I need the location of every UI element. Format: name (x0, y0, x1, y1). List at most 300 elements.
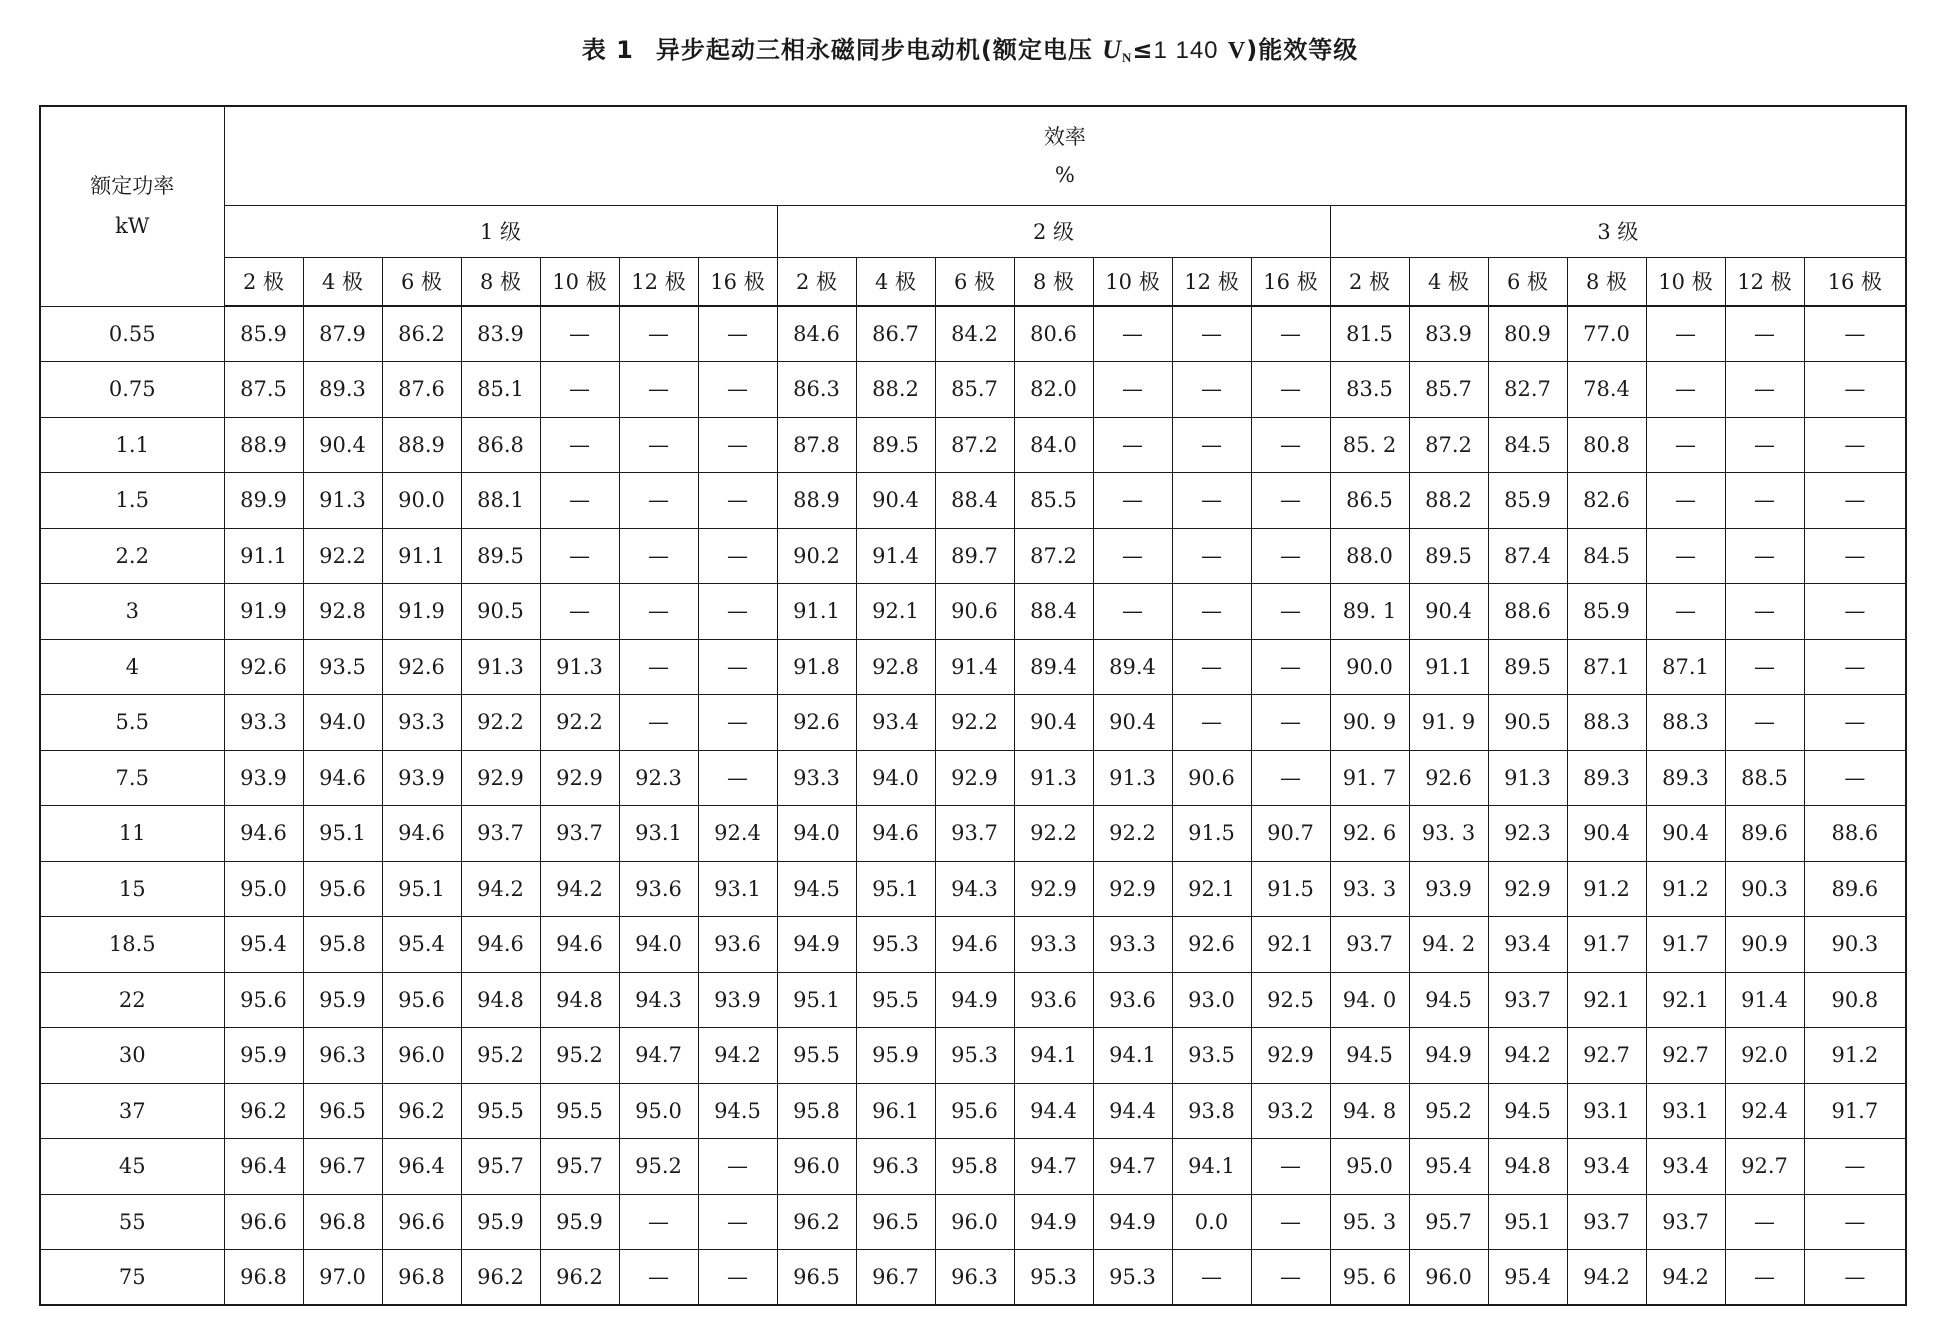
title-main: 异步起动三相永磁同步电动机(额定电压 (655, 36, 1103, 64)
efficiency-cell: 90.4 (856, 473, 935, 529)
efficiency-cell: 89.5 (1409, 528, 1488, 584)
efficiency-cell: 94.7 (619, 1028, 698, 1084)
rated-power-header (40, 106, 224, 306)
efficiency-cell: — (1804, 362, 1906, 418)
efficiency-cell: — (540, 362, 619, 418)
efficiency-cell: 91.1 (224, 528, 303, 584)
efficiency-cell: 93.3 (382, 695, 461, 751)
efficiency-cell: 88.4 (1014, 584, 1093, 640)
pole-header: 6 极 (1488, 257, 1567, 306)
efficiency-cell: 90.6 (935, 584, 1014, 640)
efficiency-cell: 89.7 (935, 528, 1014, 584)
pole-header: 2 极 (224, 257, 303, 306)
efficiency-cell: — (1251, 639, 1330, 695)
efficiency-cell: — (698, 584, 777, 640)
rated-power-cell: 7.5 (40, 750, 224, 806)
efficiency-cell: 96.5 (303, 1083, 382, 1139)
efficiency-cell: — (698, 750, 777, 806)
efficiency-cell: 91.3 (1488, 750, 1567, 806)
efficiency-cell: 92.4 (698, 806, 777, 862)
efficiency-cell: 95.9 (540, 1194, 619, 1250)
efficiency-cell: 93.5 (303, 639, 382, 695)
efficiency-cell: 96.3 (303, 1028, 382, 1084)
efficiency-cell: 91.2 (1646, 861, 1725, 917)
efficiency-cell: 94.6 (540, 917, 619, 973)
efficiency-cell: 94.5 (1330, 1028, 1409, 1084)
efficiency-cell: 88.4 (935, 473, 1014, 529)
efficiency-cell: 92.2 (1093, 806, 1172, 862)
efficiency-cell: 93.1 (698, 861, 777, 917)
efficiency-cell: 92.9 (1251, 1028, 1330, 1084)
efficiency-cell: 92.1 (1567, 972, 1646, 1028)
grade-header: 2 级 (777, 205, 1330, 257)
efficiency-cell: 94.6 (856, 806, 935, 862)
efficiency-cell: 91.3 (461, 639, 540, 695)
efficiency-cell: 90.9 (1725, 917, 1804, 973)
efficiency-cell: 94. 2 (1409, 917, 1488, 973)
efficiency-cell: 94.2 (1567, 1250, 1646, 1306)
rated-power-cell: 18.5 (40, 917, 224, 973)
efficiency-cell: — (1646, 473, 1725, 529)
pole-header: 6 极 (382, 257, 461, 306)
table-row (40, 861, 1906, 917)
efficiency-cell: 91.1 (1409, 639, 1488, 695)
efficiency-cell: 96.0 (382, 1028, 461, 1084)
efficiency-cell: 93.3 (777, 750, 856, 806)
table-row (40, 584, 1906, 640)
efficiency-cell: 96.4 (224, 1139, 303, 1195)
efficiency-cell: 92.2 (935, 695, 1014, 751)
efficiency-cell: 94.0 (856, 750, 935, 806)
efficiency-cell: — (1725, 306, 1804, 362)
efficiency-cell: 95.6 (382, 972, 461, 1028)
efficiency-cell: 95.4 (224, 917, 303, 973)
efficiency-cell: 95.3 (935, 1028, 1014, 1084)
efficiency-cell: 84.5 (1567, 528, 1646, 584)
efficiency-cell: 95.7 (540, 1139, 619, 1195)
efficiency-cell: — (698, 306, 777, 362)
efficiency-cell: 93.9 (1409, 861, 1488, 917)
efficiency-cell: — (540, 584, 619, 640)
efficiency-cell: — (1172, 1250, 1251, 1306)
efficiency-cell: 95.8 (777, 1083, 856, 1139)
efficiency-cell: — (1172, 306, 1251, 362)
efficiency-cell: 91.1 (777, 584, 856, 640)
title-suffix: )能效等级 (1246, 36, 1359, 64)
efficiency-cell: 89.3 (303, 362, 382, 418)
efficiency-cell: 96.5 (856, 1194, 935, 1250)
efficiency-cell: 95.0 (1330, 1139, 1409, 1195)
efficiency-cell: 91.9 (382, 584, 461, 640)
efficiency-cell: 93.1 (1567, 1083, 1646, 1139)
efficiency-cell: 95.9 (461, 1194, 540, 1250)
efficiency-cell: 92.2 (303, 528, 382, 584)
efficiency-cell: 92.1 (1646, 972, 1725, 1028)
efficiency-cell: 97.0 (303, 1250, 382, 1306)
efficiency-cell: — (1725, 584, 1804, 640)
efficiency-cell: 88.2 (856, 362, 935, 418)
efficiency-cell: 92.3 (1488, 806, 1567, 862)
efficiency-cell: 95.3 (856, 917, 935, 973)
efficiency-cell: — (698, 1250, 777, 1306)
efficiency-cell: 84.6 (777, 306, 856, 362)
efficiency-cell: 90.4 (1093, 695, 1172, 751)
rated-power-cell: 15 (40, 861, 224, 917)
efficiency-cell: 92.6 (1409, 750, 1488, 806)
efficiency-cell: — (619, 473, 698, 529)
efficiency-cell: — (1804, 306, 1906, 362)
efficiency-cell: 87.1 (1567, 639, 1646, 695)
pole-header: 12 极 (1172, 257, 1251, 306)
efficiency-cell: 91.9 (224, 584, 303, 640)
voltage-value: 1 140 (1153, 37, 1219, 64)
efficiency-cell: 94.6 (935, 917, 1014, 973)
efficiency-cell: — (1251, 584, 1330, 640)
efficiency-cell: 94.4 (1093, 1083, 1172, 1139)
efficiency-cell: 82.7 (1488, 362, 1567, 418)
efficiency-cell: 95.1 (303, 806, 382, 862)
pole-header: 8 极 (1014, 257, 1093, 306)
efficiency-cell: 87.2 (1014, 528, 1093, 584)
grade-header-row (40, 205, 1906, 257)
efficiency-cell: — (1804, 750, 1906, 806)
efficiency-label: 效率 (1043, 124, 1086, 149)
efficiency-cell: — (1646, 306, 1725, 362)
efficiency-cell: 90.4 (1646, 806, 1725, 862)
efficiency-cell: 93.7 (1567, 1194, 1646, 1250)
efficiency-cell: 94.5 (777, 861, 856, 917)
efficiency-cell: — (1172, 695, 1251, 751)
efficiency-cell: 92.2 (461, 695, 540, 751)
efficiency-cell: 89.6 (1804, 861, 1906, 917)
efficiency-cell: — (619, 362, 698, 418)
efficiency-cell: 93.1 (1646, 1083, 1725, 1139)
efficiency-cell: 94.8 (461, 972, 540, 1028)
efficiency-cell: 94. 8 (1330, 1083, 1409, 1139)
efficiency-cell: 93.4 (1488, 917, 1567, 973)
efficiency-cell: 93.9 (698, 972, 777, 1028)
efficiency-cell: 94.6 (224, 806, 303, 862)
efficiency-cell: 92.9 (461, 750, 540, 806)
efficiency-cell: 90.3 (1725, 861, 1804, 917)
efficiency-cell: 95.1 (777, 972, 856, 1028)
efficiency-cell: — (698, 528, 777, 584)
efficiency-cell: 93.4 (1567, 1139, 1646, 1195)
efficiency-cell: 94.9 (777, 917, 856, 973)
efficiency-cell: 90.4 (303, 417, 382, 473)
efficiency-cell: 94.7 (1093, 1139, 1172, 1195)
efficiency-cell: — (619, 639, 698, 695)
efficiency-cell: 86.7 (856, 306, 935, 362)
grade-header: 1 级 (224, 205, 777, 257)
efficiency-cell: 85.9 (1488, 473, 1567, 529)
efficiency-cell: 94.6 (382, 806, 461, 862)
efficiency-cell: 92.6 (1172, 917, 1251, 973)
efficiency-cell: — (540, 417, 619, 473)
rated-power-cell: 0.55 (40, 306, 224, 362)
table-row (40, 695, 1906, 751)
efficiency-cell: 81.5 (1330, 306, 1409, 362)
efficiency-cell: 91.7 (1804, 1083, 1906, 1139)
efficiency-cell: — (698, 473, 777, 529)
table-row (40, 639, 1906, 695)
efficiency-cell: 93.7 (1330, 917, 1409, 973)
efficiency-cell: 91.7 (1646, 917, 1725, 973)
efficiency-cell: 89.4 (1093, 639, 1172, 695)
efficiency-cell: 95.6 (224, 972, 303, 1028)
efficiency-cell: 90.2 (777, 528, 856, 584)
efficiency-cell: 94.3 (619, 972, 698, 1028)
efficiency-cell: — (1172, 584, 1251, 640)
efficiency-cell: 87.1 (1646, 639, 1725, 695)
efficiency-cell: 95. 3 (1330, 1194, 1409, 1250)
efficiency-cell: 91.2 (1567, 861, 1646, 917)
pole-header: 4 极 (856, 257, 935, 306)
efficiency-cell: 88.9 (382, 417, 461, 473)
efficiency-cell: — (1251, 1250, 1330, 1306)
efficiency-cell: 96.7 (856, 1250, 935, 1306)
efficiency-cell: 90.6 (1172, 750, 1251, 806)
efficiency-cell: — (1093, 473, 1172, 529)
efficiency-cell: 88.3 (1567, 695, 1646, 751)
efficiency-cell: 83.5 (1330, 362, 1409, 418)
efficiency-cell: 92.9 (1093, 861, 1172, 917)
efficiency-cell: 85.9 (224, 306, 303, 362)
efficiency-cell: 91. 9 (1409, 695, 1488, 751)
efficiency-cell: 83.9 (1409, 306, 1488, 362)
efficiency-cell: 93.3 (1014, 917, 1093, 973)
efficiency-cell: 78.4 (1567, 362, 1646, 418)
grade-header: 3 级 (1330, 205, 1906, 257)
efficiency-cell: 93.4 (856, 695, 935, 751)
efficiency-cell: 94.6 (303, 750, 382, 806)
efficiency-cell: 90.4 (1567, 806, 1646, 862)
efficiency-cell: 94.2 (461, 861, 540, 917)
efficiency-cell: — (1725, 528, 1804, 584)
efficiency-cell: 88.6 (1804, 806, 1906, 862)
efficiency-cell: 95.2 (1409, 1083, 1488, 1139)
efficiency-cell: 92.9 (935, 750, 1014, 806)
table-row (40, 528, 1906, 584)
efficiency-cell: 93.6 (1093, 972, 1172, 1028)
efficiency-cell: 92.7 (1567, 1028, 1646, 1084)
pole-header: 4 极 (1409, 257, 1488, 306)
efficiency-cell: — (1093, 584, 1172, 640)
efficiency-cell: 95.0 (619, 1083, 698, 1139)
efficiency-cell: 82.0 (1014, 362, 1093, 418)
rated-power-label: 额定功率 (90, 174, 175, 199)
efficiency-cell: 90.5 (1488, 695, 1567, 751)
efficiency-cell: — (1804, 473, 1906, 529)
efficiency-cell: 93.3 (1093, 917, 1172, 973)
efficiency-cell: 95.8 (935, 1139, 1014, 1195)
efficiency-cell: 87.6 (382, 362, 461, 418)
efficiency-cell: 89.5 (856, 417, 935, 473)
efficiency-cell: — (698, 362, 777, 418)
efficiency-cell: 94.9 (1014, 1194, 1093, 1250)
efficiency-cell: 96.8 (303, 1194, 382, 1250)
efficiency-cell: 85.1 (461, 362, 540, 418)
efficiency-header (224, 106, 1906, 205)
efficiency-cell: 93.5 (1172, 1028, 1251, 1084)
efficiency-cell: 92.1 (1251, 917, 1330, 973)
efficiency-cell: 92. 6 (1330, 806, 1409, 862)
efficiency-cell: — (1251, 695, 1330, 751)
efficiency-cell: 96.0 (1409, 1250, 1488, 1306)
efficiency-cell: — (1725, 417, 1804, 473)
efficiency-cell: 84.0 (1014, 417, 1093, 473)
efficiency-cell: 95.6 (303, 861, 382, 917)
efficiency-cell: — (1251, 750, 1330, 806)
efficiency-cell: 95. 6 (1330, 1250, 1409, 1306)
efficiency-cell: 95.3 (1093, 1250, 1172, 1306)
efficiency-cell: — (1646, 362, 1725, 418)
pole-header: 2 极 (777, 257, 856, 306)
efficiency-cell: 94.5 (698, 1083, 777, 1139)
efficiency-cell: 87.2 (935, 417, 1014, 473)
efficiency-cell: — (1251, 1139, 1330, 1195)
efficiency-cell: — (540, 473, 619, 529)
table-row (40, 1028, 1906, 1084)
pole-header: 10 极 (540, 257, 619, 306)
efficiency-cell: 94.7 (1014, 1139, 1093, 1195)
efficiency-cell: 86.5 (1330, 473, 1409, 529)
efficiency-cell: 95.5 (777, 1028, 856, 1084)
efficiency-cell: 91.1 (382, 528, 461, 584)
efficiency-cell: — (1172, 639, 1251, 695)
efficiency-cell: 90.8 (1804, 972, 1906, 1028)
efficiency-cell: 77.0 (1567, 306, 1646, 362)
efficiency-cell: 94.4 (1014, 1083, 1093, 1139)
efficiency-cell: — (698, 1139, 777, 1195)
efficiency-cell: 93.7 (1646, 1194, 1725, 1250)
table-row (40, 362, 1906, 418)
efficiency-cell: 93.2 (1251, 1083, 1330, 1139)
efficiency-cell: — (1251, 528, 1330, 584)
efficiency-cell: — (1725, 473, 1804, 529)
efficiency-cell: 80.8 (1567, 417, 1646, 473)
pole-header-row (40, 257, 1906, 306)
efficiency-cell: 91.3 (1093, 750, 1172, 806)
efficiency-cell: — (698, 1194, 777, 1250)
efficiency-cell: 95.4 (382, 917, 461, 973)
efficiency-cell: — (619, 306, 698, 362)
efficiency-cell: 96.8 (382, 1250, 461, 1306)
table-row (40, 1250, 1906, 1306)
efficiency-cell: 96.0 (777, 1139, 856, 1195)
pole-header: 16 极 (698, 257, 777, 306)
efficiency-cell: — (1725, 695, 1804, 751)
efficiency-cell: 95.1 (1488, 1194, 1567, 1250)
efficiency-cell: 92.0 (1725, 1028, 1804, 1084)
efficiency-cell: — (1646, 584, 1725, 640)
efficiency-cell: 95.5 (856, 972, 935, 1028)
table-row (40, 972, 1906, 1028)
table-row (40, 1139, 1906, 1195)
efficiency-cell: 94. 0 (1330, 972, 1409, 1028)
efficiency-cell: 88.1 (461, 473, 540, 529)
efficiency-cell: 91.7 (1567, 917, 1646, 973)
efficiency-cell: 93.9 (224, 750, 303, 806)
efficiency-cell: 93.7 (540, 806, 619, 862)
efficiency-cell: — (540, 306, 619, 362)
pole-header: 16 极 (1804, 257, 1906, 306)
efficiency-cell: — (1251, 306, 1330, 362)
efficiency-cell: 96.8 (224, 1250, 303, 1306)
efficiency-cell: 91.3 (1014, 750, 1093, 806)
efficiency-cell: 88.3 (1646, 695, 1725, 751)
efficiency-cell: 87.4 (1488, 528, 1567, 584)
pole-header: 6 极 (935, 257, 1014, 306)
efficiency-cell: — (619, 528, 698, 584)
efficiency-cell: 93.6 (619, 861, 698, 917)
efficiency-cell: 89.4 (1014, 639, 1093, 695)
efficiency-cell: 89. 1 (1330, 584, 1409, 640)
efficiency-cell: 94.2 (1488, 1028, 1567, 1084)
title-prefix: 表 1 (581, 36, 634, 64)
efficiency-cell: 85.9 (1567, 584, 1646, 640)
efficiency-cell: 89.6 (1725, 806, 1804, 862)
le-sign: ≤ (1132, 36, 1154, 64)
efficiency-unit: % (1054, 162, 1075, 187)
efficiency-cell: 91.2 (1804, 1028, 1906, 1084)
efficiency-cell: 94.5 (1488, 1083, 1567, 1139)
efficiency-cell: 93.7 (935, 806, 1014, 862)
efficiency-cell: 93.9 (382, 750, 461, 806)
efficiency-cell: 87.5 (224, 362, 303, 418)
pole-header: 8 极 (1567, 257, 1646, 306)
efficiency-cell: — (1804, 695, 1906, 751)
efficiency-cell: 93. 3 (1409, 806, 1488, 862)
efficiency-cell: — (619, 1250, 698, 1306)
efficiency-cell: 95.4 (1409, 1139, 1488, 1195)
efficiency-cell: 94.3 (935, 861, 1014, 917)
efficiency-cell: — (1172, 528, 1251, 584)
rated-power-cell: 37 (40, 1083, 224, 1139)
efficiency-cell: 93.1 (619, 806, 698, 862)
table-row (40, 1083, 1906, 1139)
rated-power-cell: 11 (40, 806, 224, 862)
efficiency-cell: 95.6 (935, 1083, 1014, 1139)
efficiency-cell: 88.9 (224, 417, 303, 473)
efficiency-cell: 93.3 (224, 695, 303, 751)
efficiency-cell: — (619, 584, 698, 640)
efficiency-cell: 96.2 (540, 1250, 619, 1306)
efficiency-cell: — (1725, 1194, 1804, 1250)
efficiency-cell: 92.7 (1646, 1028, 1725, 1084)
table-row (40, 1194, 1906, 1250)
efficiency-cell: 82.6 (1567, 473, 1646, 529)
efficiency-cell: — (1093, 417, 1172, 473)
efficiency-cell: 94.2 (698, 1028, 777, 1084)
efficiency-cell: 90.0 (382, 473, 461, 529)
pole-header: 8 极 (461, 257, 540, 306)
efficiency-cell: 84.5 (1488, 417, 1567, 473)
efficiency-cell: 88.0 (1330, 528, 1409, 584)
rated-power-unit: kW (115, 214, 150, 239)
efficiency-cell: 95.7 (1409, 1194, 1488, 1250)
efficiency-cell: 92.6 (224, 639, 303, 695)
efficiency-cell: 95.9 (856, 1028, 935, 1084)
efficiency-cell: 87.9 (303, 306, 382, 362)
efficiency-cell: — (1725, 362, 1804, 418)
efficiency-cell: 94.1 (1014, 1028, 1093, 1084)
pole-header: 16 极 (1251, 257, 1330, 306)
efficiency-cell: 93.6 (1014, 972, 1093, 1028)
efficiency-cell: 95.5 (461, 1083, 540, 1139)
efficiency-cell: 96.3 (856, 1139, 935, 1195)
efficiency-cell: 85.5 (1014, 473, 1093, 529)
